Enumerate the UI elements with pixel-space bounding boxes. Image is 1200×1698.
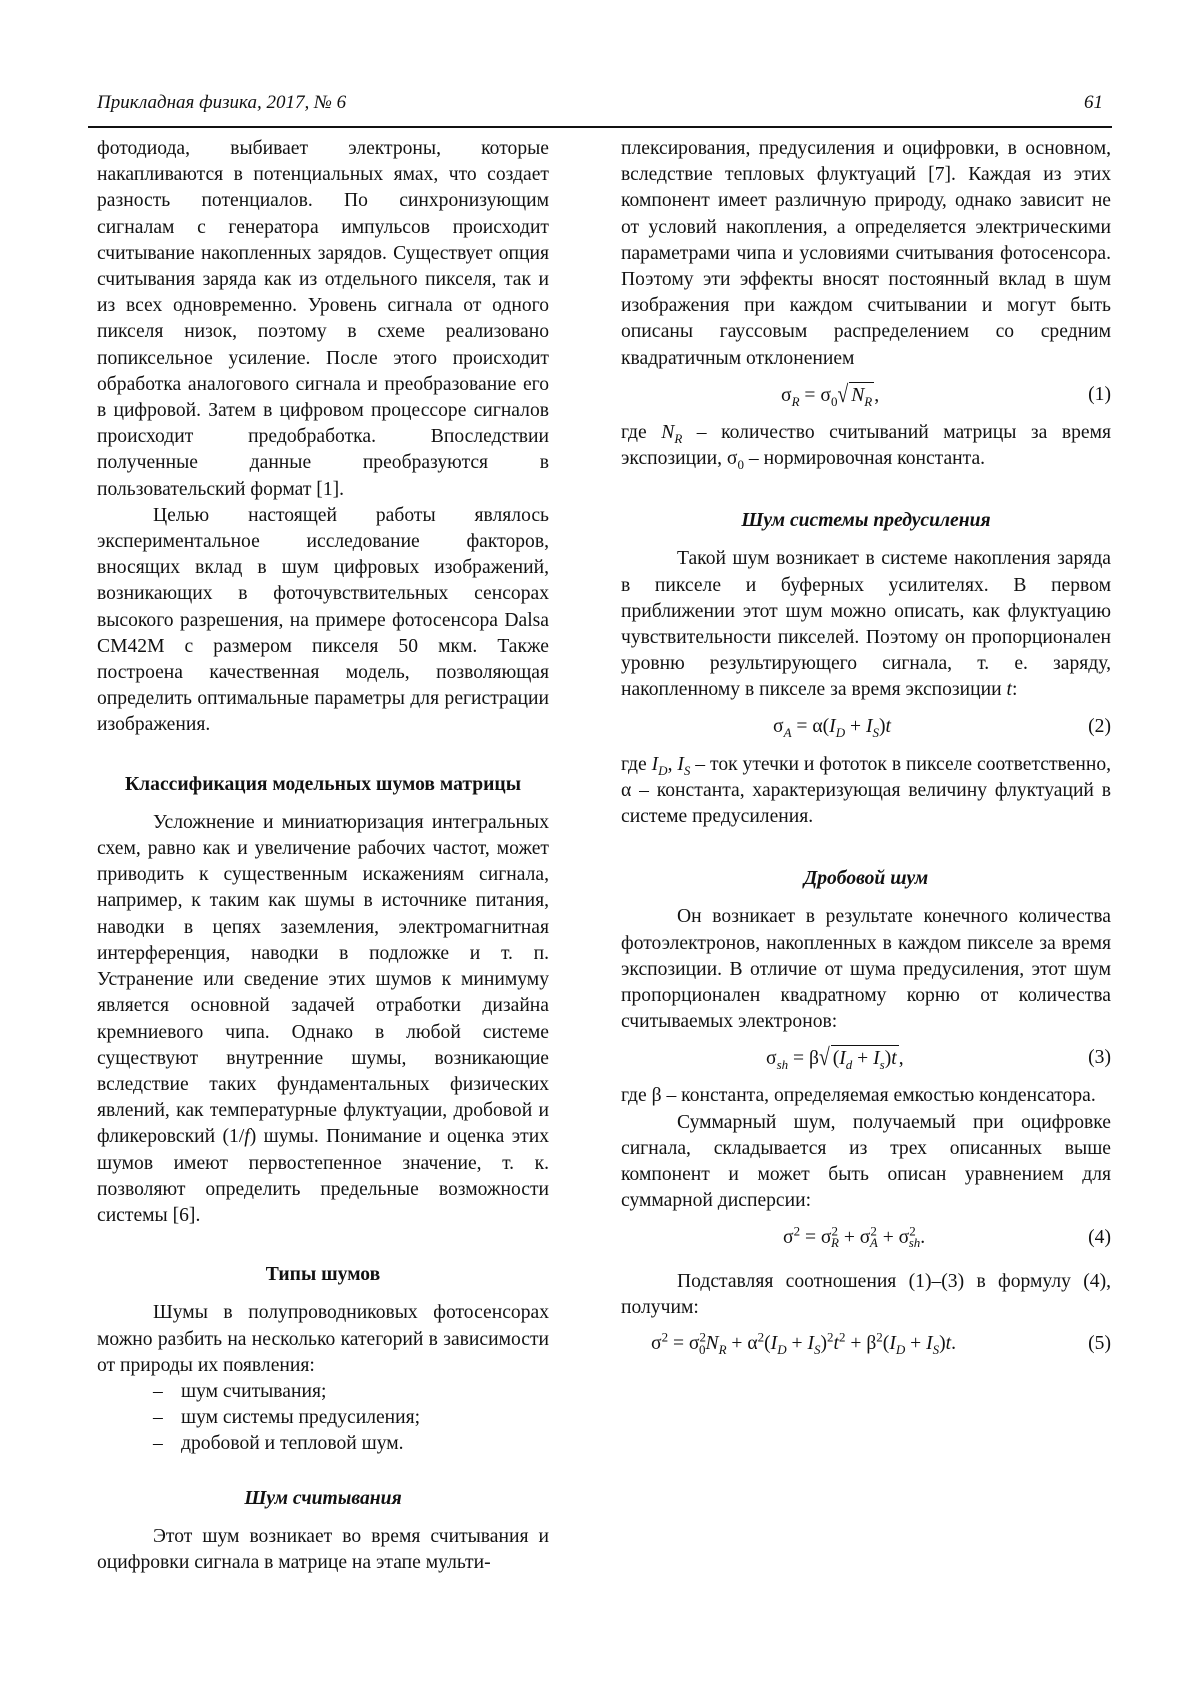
paragraph: Он возникает в результате конечного количества фотоэлектронов, накопленных в каждом пикселе за время экспозиции. В отличие от шума предусиления, этот шум пропорционален квадратному корню от количества считываемых электронов:	[621, 906, 1111, 1033]
subsection-heading: Шум системы предусиления	[741, 510, 991, 532]
paragraph: Суммарный шум, получаемый при оцифровке сигнала, складывается из трех описанных выше компонент и может быть описан уравнением для суммарной дисперсии:	[621, 1111, 1111, 1212]
paragraph: Подставляя соотношения (1)–(3) в формулу (4), получим:	[621, 1270, 1111, 1318]
header-rule	[88, 126, 1112, 128]
journal-title: Прикладная физика, 2017, № 6	[97, 92, 347, 113]
equation-number: (3)	[1088, 1047, 1111, 1069]
section-heading: Классификация модельных шумов матрицы	[124, 773, 522, 795]
running-header	[97, 88, 1103, 124]
list-item: – шум системы предусиления;	[153, 1407, 421, 1429]
equation-number: (2)	[1088, 715, 1111, 737]
paragraph: плексирования, предусиления и оцифровки, в основном, вследствие тепловых флуктуаций [7]. Каждая из этих компонент имеет различную природу, однако зависит не от условий накопления, а определяется электрическими параметрами чипа и условиями считывания фотосенсора. Поэтому эти эффекты вносят постоянный вклад в шум изображения при каждом считывании и могут быть описаны гауссовым распределением со средним квадратичным отклонением	[621, 138, 1111, 369]
paragraph: где $N_R$ – количество считываний матрицы за время экспозиции, $\sigma_0$ – нормировочная константа.	[621, 421, 1112, 472]
equation-2: $\sigma_A = \alpha(I_D + I_S)t$ (2)	[773, 715, 1111, 740]
equation-1: $\sigma_R = \sigma_0√$ $N_R$ , (1)	[781, 382, 1111, 409]
equation-4: $\sigma^2 = \sigma^2_R + \sigma^2_A + \sigma^2_{sh}$. (4)	[783, 1222, 1111, 1251]
right-column	[621, 136, 1111, 1369]
equation-number: (5)	[1088, 1332, 1111, 1354]
page-number: 61	[1084, 92, 1103, 113]
paragraph: Этот шум возникает во время считывания и оцифровки сигнала в матрице на этапе мульти-	[97, 1525, 549, 1573]
paragraph: Такой шум возникает в системе накопления заряда в пикселе и буферных усилителях. В первом приближении этот шум можно описать, как флуктуацию чувствительности пикселей. Поэтому он пропорционален уровню результирующего сигнала, т. е. заряду, накопленному в пикселе за время экспозиции t:	[621, 548, 1111, 701]
equation-number: (1)	[1088, 383, 1111, 405]
paragraph: Целью настоящей работы являлось экспериментальное исследование факторов, вносящих вклад в шум цифровых изображений, возникающих в фоточувствительных сенсорах высокого разрешения, на примере фотосенсора Dalsa CM42M с размером пикселя 50 мкм. Также построена качественная модель, позволяющая определить оптимальные параметры для регистрации изображения.	[97, 504, 549, 736]
section-heading: Типы шумов	[265, 1264, 381, 1286]
noise-types-list	[97, 1379, 549, 1458]
equation-3: $\sigma_{sh} = \beta√$ $(I_d + I_s)t$ , (3)	[766, 1045, 1111, 1073]
paragraph: где $I_D$, $I_S$ – ток утечки и фототок в пикселе соответственно, α – константа, характеризующая величину флуктуаций в системе предусиления.	[621, 753, 1112, 828]
equation-5: $\sigma^2 = \sigma^2_0N_R + \alpha^2(I_D + I_S)^2t^2 + \beta^2(I_D + I_S)t$. (5)	[651, 1329, 1111, 1357]
list-item: – дробовой и тепловой шум.	[153, 1433, 404, 1455]
paragraph: Шумы в полупроводниковых фотосенсорах можно разбить на несколько категорий в зависимости от природы их появления:	[97, 1302, 549, 1376]
paragraph: Усложнение и миниатюризация интегральных схем, равно как и увеличение рабочих частот, может приводить к существенным искажениям сигнала, например, к таким как шумы в источнике питания, наводки в цепях заземления, электромагнитная интерференция, наводки в подложке и т. п. Устранение или сведение этих шумов к минимуму является основной задачей отработки дизайна кремниевого чипа. Однако в любой системе существуют внутренние шумы, возникающие вследствие таких фундаментальных физических явлений, как температурные флуктуации, дробовой и фликеровский (1/f) шумы. Понимание и оценка этих шумов имеют первостепенное значение, т. к. позволяют определить предельные возможности системы [6].	[97, 811, 549, 1226]
equation-number: (4)	[1088, 1226, 1111, 1248]
list-item: – шум считывания;	[153, 1380, 327, 1402]
subsection-heading: Дробовой шум	[803, 868, 929, 890]
paragraph: фотодиода, выбивает электроны, которые накапливаются в потенциальных ямах, что создает разность потенциалов. По синхронизующим сигналам с генератора импульсов происходит считывание накопленных зарядов. Существует опция считывания заряда как из отдельного пикселя, так и из всех одновременно. Уровень сигнала от одного пикселя низок, поэтому в схеме реализовано попиксельное усиление. После этого происходит обработка аналогового сигнала и преобразование его в цифровой. Затем в цифровом процессоре сигналов происходит предобработка. Впоследствии полученные данные преобразуются в пользовательский формат [1].	[97, 138, 549, 500]
subsection-heading: Шум считывания	[244, 1487, 402, 1509]
left-column	[97, 136, 549, 1576]
paragraph: где β – константа, определяемая емкостью конденсатора.	[621, 1085, 1096, 1107]
